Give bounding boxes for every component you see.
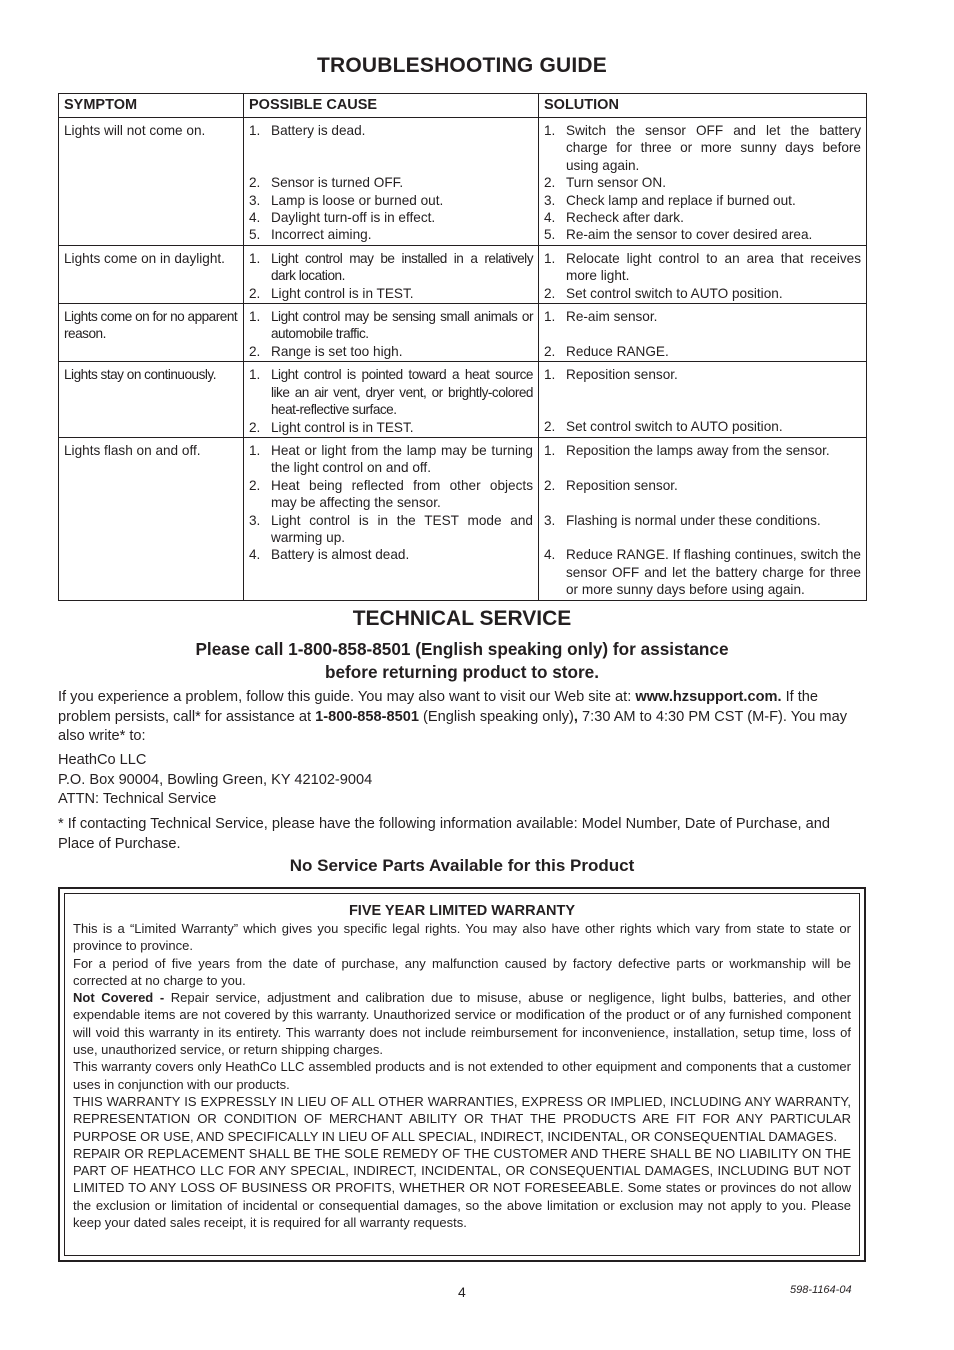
- cause-item: 1. Light control may be sensing small animals or automobile traffic.: [249, 309, 533, 342]
- symptom-cell: Lights come on for no apparent reason.: [59, 304, 244, 362]
- warranty-title: FIVE YEAR LIMITED WARRANTY: [348, 903, 576, 919]
- cause-item: 2. Range is set too high.: [249, 343, 403, 359]
- not-covered-label: Not Covered -: [73, 990, 165, 1006]
- cause-item: 2. Light control is in TEST.: [249, 285, 414, 301]
- symptom-cell: Lights will not come on.: [59, 118, 244, 246]
- solution-item: 2. Set control switch to AUTO position.: [544, 419, 783, 435]
- cause-item: 5. Incorrect aiming.: [249, 227, 372, 243]
- address-line: HeathCo LLC: [58, 752, 147, 768]
- solution-cell: [539, 245, 867, 303]
- cause-item: 1. Heat or light from the lamp may be turning the light control on and off.: [249, 442, 533, 476]
- solution-item: 2. Reduce RANGE.: [544, 343, 669, 359]
- document-number: 598-1164-04: [790, 1284, 852, 1296]
- cause-item: 3. Lamp is loose or burned out.: [249, 192, 444, 208]
- solution-item: 1. Relocate light control to an area that receives more light.: [544, 250, 861, 284]
- warranty-paragraph: This is a “Limited Warranty” which gives you specific legal rights. You may also have other rights which vary from state to state or province to province.: [73, 921, 851, 954]
- solution-item: 2. Set control switch to AUTO position.: [544, 285, 783, 301]
- address-line: ATTN: Technical Service: [58, 791, 217, 807]
- table-header-row: [59, 94, 867, 118]
- column-header-cause: POSSIBLE CAUSE: [244, 94, 539, 118]
- support-callout: [0, 638, 924, 684]
- cause-cell: [244, 245, 539, 303]
- solution-item: 1. Reposition the lamps away from the sensor.: [544, 442, 830, 458]
- solution-item: 1. Switch the sensor OFF and let the battery charge for three or more sunny days before using again.: [544, 123, 861, 173]
- address-line: P.O. Box 90004, Bowling Green, KY 42102-9004: [58, 771, 373, 788]
- table-row: [59, 362, 867, 438]
- solution-item: 4. Recheck after dark.: [544, 210, 684, 226]
- cause-item: 3. Light control is in the TEST mode and warming up.: [249, 512, 533, 545]
- warranty-paragraph: For a period of five years from the date of purchase, any malfunction caused by factory defective parts or workmanship will be corrected at no charge to you.: [73, 955, 851, 988]
- table-row: [59, 245, 867, 303]
- warranty-box: [58, 887, 866, 1262]
- solution-item: 1. Reposition sensor.: [544, 367, 678, 383]
- cause-item: 2. Sensor is turned OFF.: [249, 175, 404, 191]
- warranty-inner-border: [64, 893, 860, 1256]
- warranty-paragraph: This warranty covers only HeathCo LLC assembled products and is not extended to other equipment and components that a customer uses in conjunction with our products.: [73, 1059, 851, 1092]
- solution-item: 3. Check lamp and replace if burned out.: [544, 192, 796, 208]
- cause-cell: [244, 304, 539, 362]
- page-title: TROUBLESHOOTING GUIDE: [316, 54, 608, 77]
- solution-item: 1. Re-aim sensor.: [544, 309, 658, 325]
- solution-cell: [539, 118, 867, 246]
- callout-line-1: Please call 1-800-858-8501 (English speaking only) for assistance: [195, 639, 729, 659]
- cause-item: 1. Light control may be installed in a relatively dark location.: [249, 250, 533, 284]
- warranty-paragraph: REPAIR OR REPLACEMENT SHALL BE THE SOLE REMEDY OF THE CUSTOMER AND THERE SHALL BE NO LIABILITY ON THE PART OF HEATHCO LLC FOR ANY SPECIAL, INDIRECT, INCIDENTAL, OR CONSEQUENTIAL DAMAGES, INCLUDING BUT NOT LIMITED TO ANY LOSS OF BUSINESS OR PROFITS, WHETHER OR NOT FORESEEABLE. Some states or provinces do not allow the exclusion or limitation of incidental or consequential damages, so the above limitation or exclusion may not apply to you. Please keep your dated sales receipt, it is required for all warranty requests.: [73, 1145, 852, 1231]
- cause-item: 1. Light control is pointed toward a heat source like an air vent, dryer vent, or brightly-colored heat-reflective surface.: [249, 367, 533, 418]
- technical-service-heading: TECHNICAL SERVICE: [352, 607, 572, 630]
- column-header-solution: SOLUTION: [539, 94, 867, 118]
- solution-cell: [539, 362, 867, 438]
- solution-item: 3. Flashing is normal under these conditions.: [544, 512, 821, 528]
- solution-item: 2. Reposition sensor.: [544, 477, 678, 493]
- symptom-cell: Lights flash on and off.: [59, 437, 244, 600]
- solution-cell: [539, 304, 867, 362]
- warranty-paragraph: Not Covered - Repair service, adjustment and calibration due to misuse, abuse or negligence, light bulbs, batteries, and other expendable items are not covered by this warranty. Unauthorized service or modification of the product or of any furnished component will void this warranty in its entirety. This warranty does not include reimbursement for inconvenience, installation, setup time, loss of use, unauthorized service, or return shipping charges.: [73, 990, 852, 1058]
- no-service-parts-notice: No Service Parts Available for this Product: [289, 856, 635, 875]
- solution-item: 4. Reduce RANGE. If flashing continues, switch the sensor OFF and let the battery charge for three or more sunny days before using again.: [544, 547, 861, 598]
- cause-item: 1. Battery is dead.: [249, 123, 366, 138]
- cause-item: 2. Heat being reflected from other objects may be affecting the sensor.: [249, 477, 533, 511]
- page-number: 4: [458, 1284, 466, 1300]
- cause-cell: [244, 437, 539, 600]
- solution-item: 5. Re-aim the sensor to cover desired area.: [544, 227, 813, 243]
- warranty-paragraph: THIS WARRANTY IS EXPRESSLY IN LIEU OF ALL OTHER WARRANTIES, EXPRESS OR IMPLIED, INCLUDING ANY WARRANTY, REPRESENTATION OR CONDITION OF MERCHANT ABILITY OR THAT THE PRODUCTS ARE FIT FOR ANY PARTICULAR PURPOSE OR USE, AND SPECIFICALLY IN LIEU OF ALL SPECIAL, INDIRECT, INCIDENTAL, OR CONSEQUENTIAL DAMAGES.: [73, 1093, 851, 1144]
- troubleshooting-table: [58, 93, 867, 601]
- callout-line-2: before returning product to store.: [324, 662, 600, 682]
- cause-cell: [244, 118, 539, 246]
- contact-paragraph: If you experience a problem, follow this guide. You may also want to visit our Web site at: www.hzsupport.com. If the problem persists, call* for assistance at 1-800-858-8501 (English speaking only), 7:30 AM to 4:30 PM CST (M-F). You may also write* to:: [58, 689, 847, 744]
- symptom-cell: Lights stay on continuously.: [59, 362, 244, 438]
- solution-item: 2. Turn sensor ON.: [544, 175, 666, 191]
- phone-number: 1-800-858-8501: [315, 708, 419, 725]
- cause-item: 2. Light control is in TEST.: [249, 419, 414, 435]
- table-row: [59, 118, 867, 246]
- column-header-symptom: SYMPTOM: [59, 94, 244, 118]
- solution-cell: [539, 437, 867, 600]
- table-row: [59, 437, 867, 600]
- website-link[interactable]: www.hzsupport.com.: [635, 689, 782, 705]
- info-note: * If contacting Technical Service, please have the following information available: Model Number, Date of Purchase, and Place of Purchase.: [58, 816, 831, 852]
- cause-cell: [244, 362, 539, 438]
- mailing-address: [58, 751, 868, 810]
- symptom-cell: Lights come on in daylight.: [59, 245, 244, 303]
- cause-item: 4. Battery is almost dead.: [249, 547, 410, 563]
- cause-item: 4. Daylight turn-off is in effect.: [249, 210, 436, 226]
- table-row: [59, 304, 867, 362]
